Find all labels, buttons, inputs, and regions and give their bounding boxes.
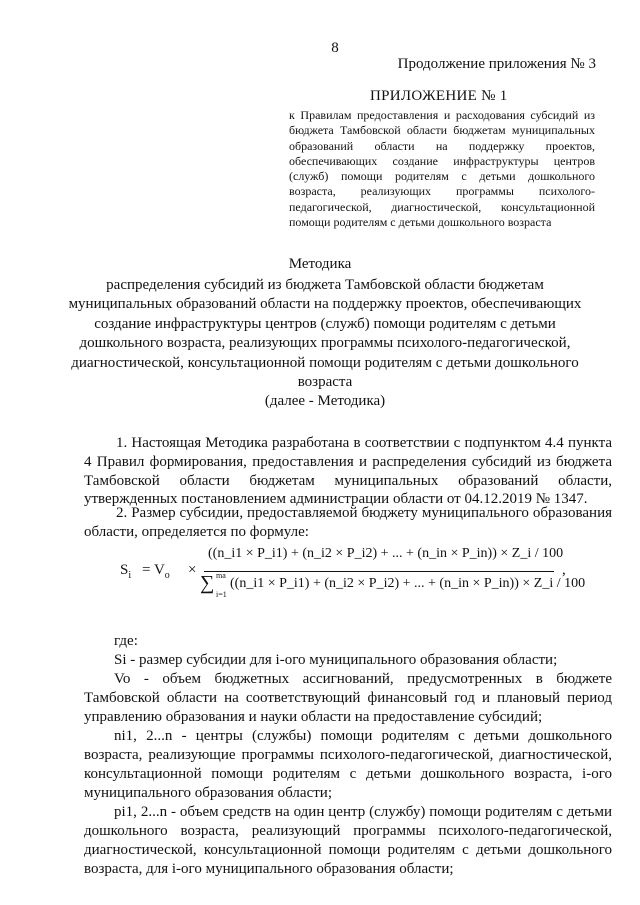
sum-upper-limit: ma: [216, 571, 226, 580]
definition-ni: ni1, 2...n - центры (службы) помощи родителям с детьми дошкольного возраста, реализующие программы психолого-педагогической, диагностической, консультационной помощи родителям с детьми дошкольного возраста, i-ого муниципального образования области;: [84, 728, 612, 801]
sum-lower-limit: i=1: [216, 590, 227, 599]
formula-lhs: $S_i$: [120, 562, 132, 581]
continuation-label: Продолжение приложения № 3: [397, 56, 596, 72]
methodology-description: [60, 276, 590, 412]
methodology-description-text: распределения субсидий из бюджета Тамбовской области бюджетам муниципальных образований области на поддержку проектов, обеспечивающих создание инфраструктуры центров (служб) помощи родителям с детьми дошкольного возраста, реализующих программы психолого-педагогической, диагностической, консультационной помощи родителям с детьми дошкольного возраста: [68, 277, 582, 391]
definitions-block: [84, 632, 612, 879]
formula-times: ×: [188, 562, 197, 578]
page-number: 8: [331, 40, 339, 56]
formula-denominator: ((n_i1 × P_i1) + (n_i2 × P_i2) + ... + (n_in × P_in)) × Z_i / 100: [230, 576, 586, 591]
definition-pi: pi1, 2...n - объем средств на один центр (службу) помощи родителям с детьми дошкольного возраста, реализующий программы психолого-педагогической, диагностической, консультационной помощи родителям с детьми дошкольного возраста, для i-ого муниципального образования области;: [84, 804, 612, 877]
formula-vo: = $V_o$: [142, 562, 170, 581]
sum-symbol: ∑: [200, 572, 215, 594]
methodology-abbrev: (далее - Методика): [264, 393, 386, 410]
paragraph-2: 2. Размер субсидии, предоставляемой бюджету муниципального образования области, определяется по формуле:: [84, 505, 612, 540]
appendix-subtitle: к Правилам предоставления и расходования субсидий из бюджета Тамбовской области бюджетам муниципальных образований области на поддержку проектов, обеспечивающих создание инфраструктуры центров (служб) помощи родителям с детьми дошкольного возраста, реализующих программы психолого-педагогической, диагностической, консультационной помощи родителям с детьми дошкольного возраста: [289, 108, 595, 230]
definition-where: где:: [114, 633, 138, 649]
paragraph-1: 1. Настоящая Методика разработана в соответствии с подпунктом 4.4 пункта 4 Правил формирования, предоставления и распределения субсидий из бюджета Тамбовской области бюджетам муниципальных образований области, утвержденных постановлением администрации области от 04.12.2019 № 1347.: [84, 435, 612, 508]
methodology-title: Методика: [288, 256, 352, 272]
formula-numerator: ((n_i1 × P_i1) + (n_i2 × P_i2) + ... + (n_in × P_in)) × Z_i / 100: [208, 546, 564, 561]
formula-tail: ,: [562, 562, 566, 578]
appendix-title: ПРИЛОЖЕНИЕ № 1: [370, 88, 508, 104]
definition-vo: Vo - объем бюджетных ассигнований, предусмотренных в бюджете Тамбовской области на соответствующий финансовый год и плановый период управлению образования и науки области на предоставление субсидий;: [84, 671, 612, 725]
definition-si: Si - размер субсидии для i-ого муниципального образования области;: [114, 652, 558, 668]
fraction-bar: [204, 571, 554, 572]
subsidy-formula: [100, 546, 600, 606]
